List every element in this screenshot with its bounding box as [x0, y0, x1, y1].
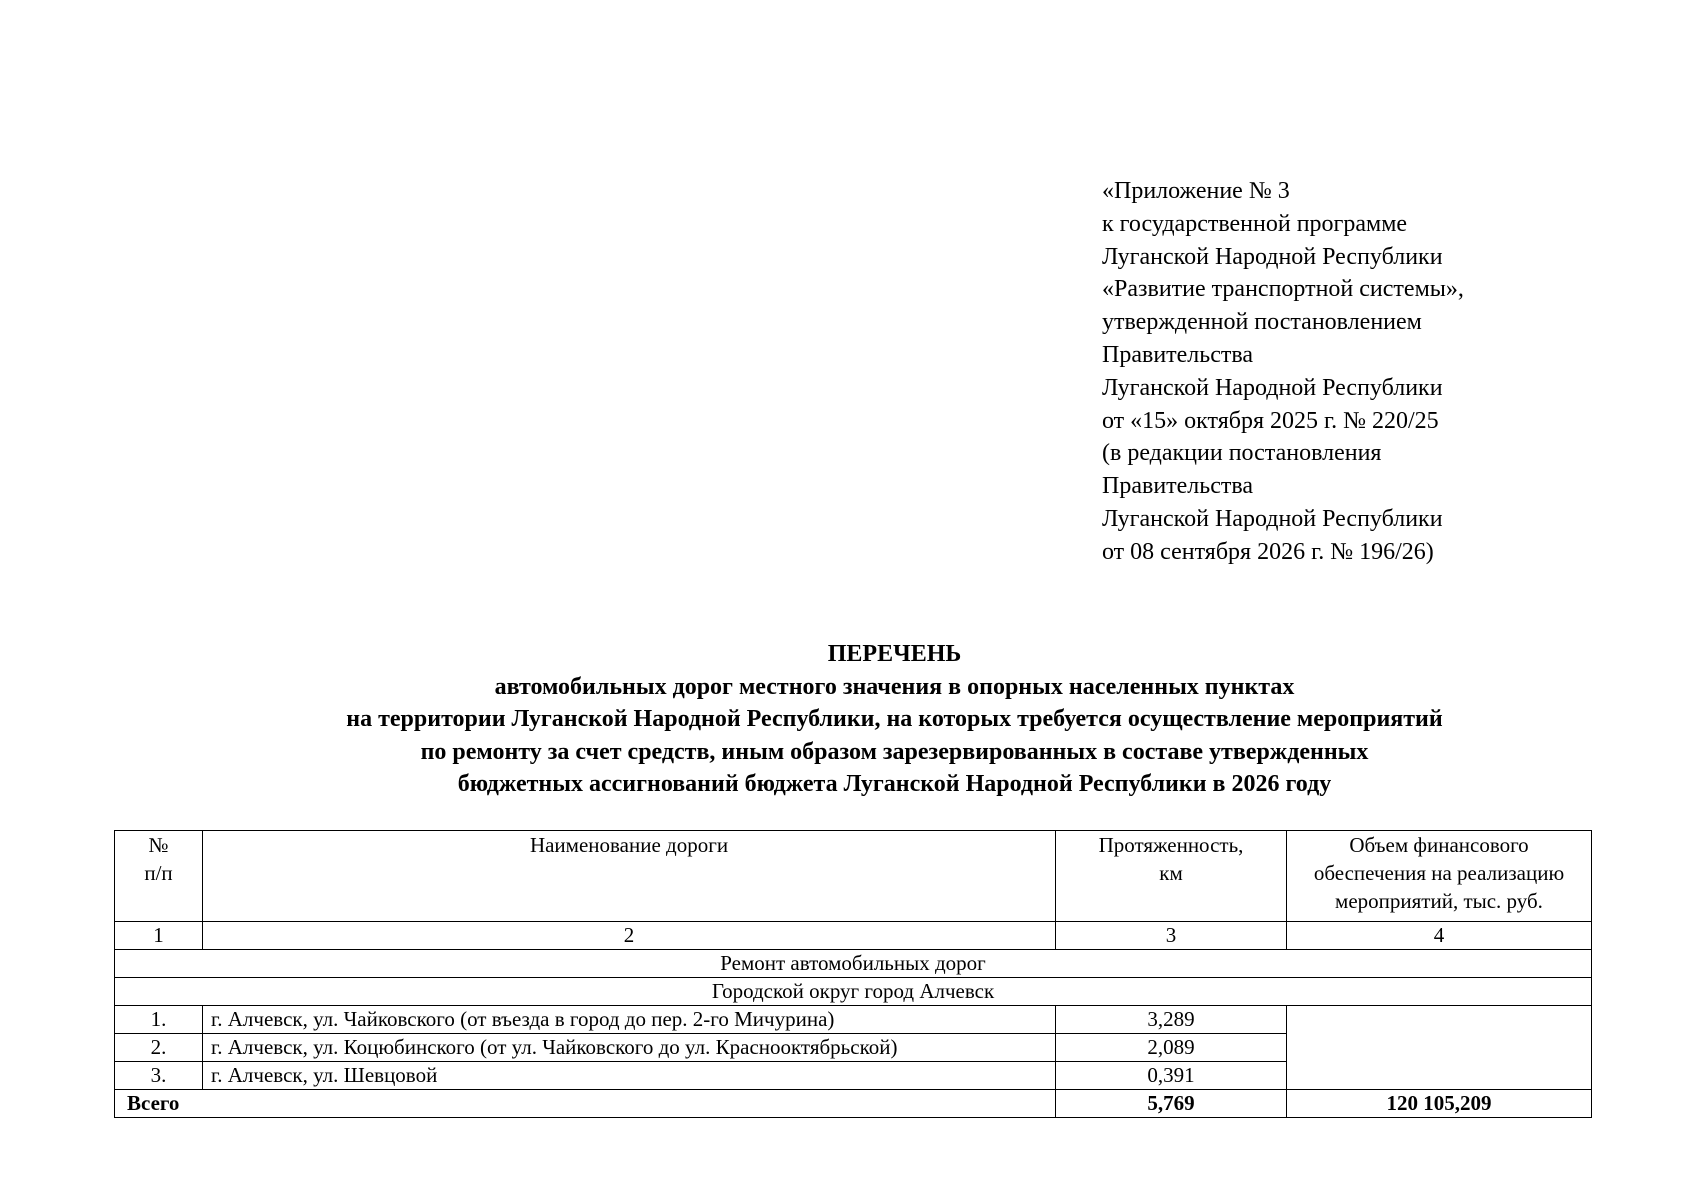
table-row [115, 1006, 1592, 1034]
heading-line: на территории Луганской Народной Республики, на которых требуется осуществление мероприятий [346, 706, 1443, 733]
road-name: г. Алчевск, ул. Шевцовой [203, 1062, 1056, 1090]
row-number: 3. [115, 1062, 203, 1090]
appendix-line: «Приложение № 3 [1102, 178, 1290, 204]
column-index: 1 [115, 922, 203, 950]
header-funding-line: Объем финансового [1349, 833, 1529, 857]
appendix-block [1102, 175, 1622, 569]
funding-merged-cell [1287, 1006, 1592, 1090]
column-index: 3 [1056, 922, 1287, 950]
column-index-row [115, 922, 1592, 950]
road-name: г. Алчевск, ул. Чайковского (от въезда в город до пер. 2-го Мичурина) [203, 1006, 1056, 1034]
total-funding: 120 105,209 [1287, 1090, 1592, 1118]
total-label: Всего [115, 1090, 1056, 1118]
section-row [115, 950, 1592, 978]
appendix-line: (в редакции постановления [1102, 440, 1382, 467]
header-funding-line: мероприятий, тыс. руб. [1335, 889, 1543, 913]
appendix-line: «Развитие транспортной системы», [1102, 276, 1464, 303]
row-number: 1. [115, 1006, 203, 1034]
header-name [203, 831, 1056, 922]
appendix-line: от «15» октября 2025 г. № 220/25 [1102, 407, 1439, 434]
header-name-text: Наименование дороги [529, 833, 729, 857]
header-num-line: п/п [144, 861, 173, 885]
section-title: Ремонт автомобильных дорог [115, 950, 1592, 978]
heading-line: бюджетных ассигнований бюджета Луганской Народной Республики в 2026 году [457, 771, 1332, 798]
road-length: 0,391 [1056, 1062, 1287, 1090]
appendix-line: к государственной программе [1102, 210, 1408, 237]
header-num-line: № [148, 833, 169, 857]
table-header-row [115, 831, 1592, 922]
road-length: 2,089 [1056, 1034, 1287, 1062]
roads-table [114, 830, 1592, 1118]
road-length: 3,289 [1056, 1006, 1287, 1034]
document-title: ПЕРЕЧЕНЬ [827, 641, 962, 667]
header-length-line: Протяженность, [1098, 833, 1244, 857]
header-num [115, 831, 203, 922]
header-length-line: км [1159, 861, 1183, 885]
column-index: 2 [203, 922, 1056, 950]
road-name: г. Алчевск, ул. Коцюбинского (от ул. Чайковского до ул. Краснооктябрьской) [203, 1034, 1056, 1062]
row-number: 2. [115, 1034, 203, 1062]
appendix-line: Луганской Народной Республики [1102, 243, 1443, 270]
header-funding-line: обеспечения на реализацию [1313, 861, 1565, 885]
heading-line: автомобильных дорог местного значения в опорных населенных пунктах [494, 673, 1295, 700]
appendix-line: от 08 сентября 2026 г. № 196/26) [1102, 538, 1434, 565]
appendix-line: утвержденной постановлением [1102, 309, 1422, 336]
header-length [1056, 831, 1287, 922]
appendix-line: Правительства [1102, 341, 1254, 368]
appendix-line: Правительства [1102, 473, 1254, 500]
header-funding [1287, 831, 1592, 922]
column-index: 4 [1287, 922, 1592, 950]
appendix-line: Луганской Народной Республики [1102, 374, 1443, 401]
total-row [115, 1090, 1592, 1118]
appendix-line: Луганской Народной Республики [1102, 505, 1443, 532]
document-heading [110, 638, 1679, 801]
subsection-title: Городской округ город Алчевск [115, 978, 1592, 1006]
heading-line: по ремонту за счет средств, иным образом зарезервированных в составе утвержденных [420, 738, 1369, 765]
subsection-row [115, 978, 1592, 1006]
total-length: 5,769 [1056, 1090, 1287, 1118]
